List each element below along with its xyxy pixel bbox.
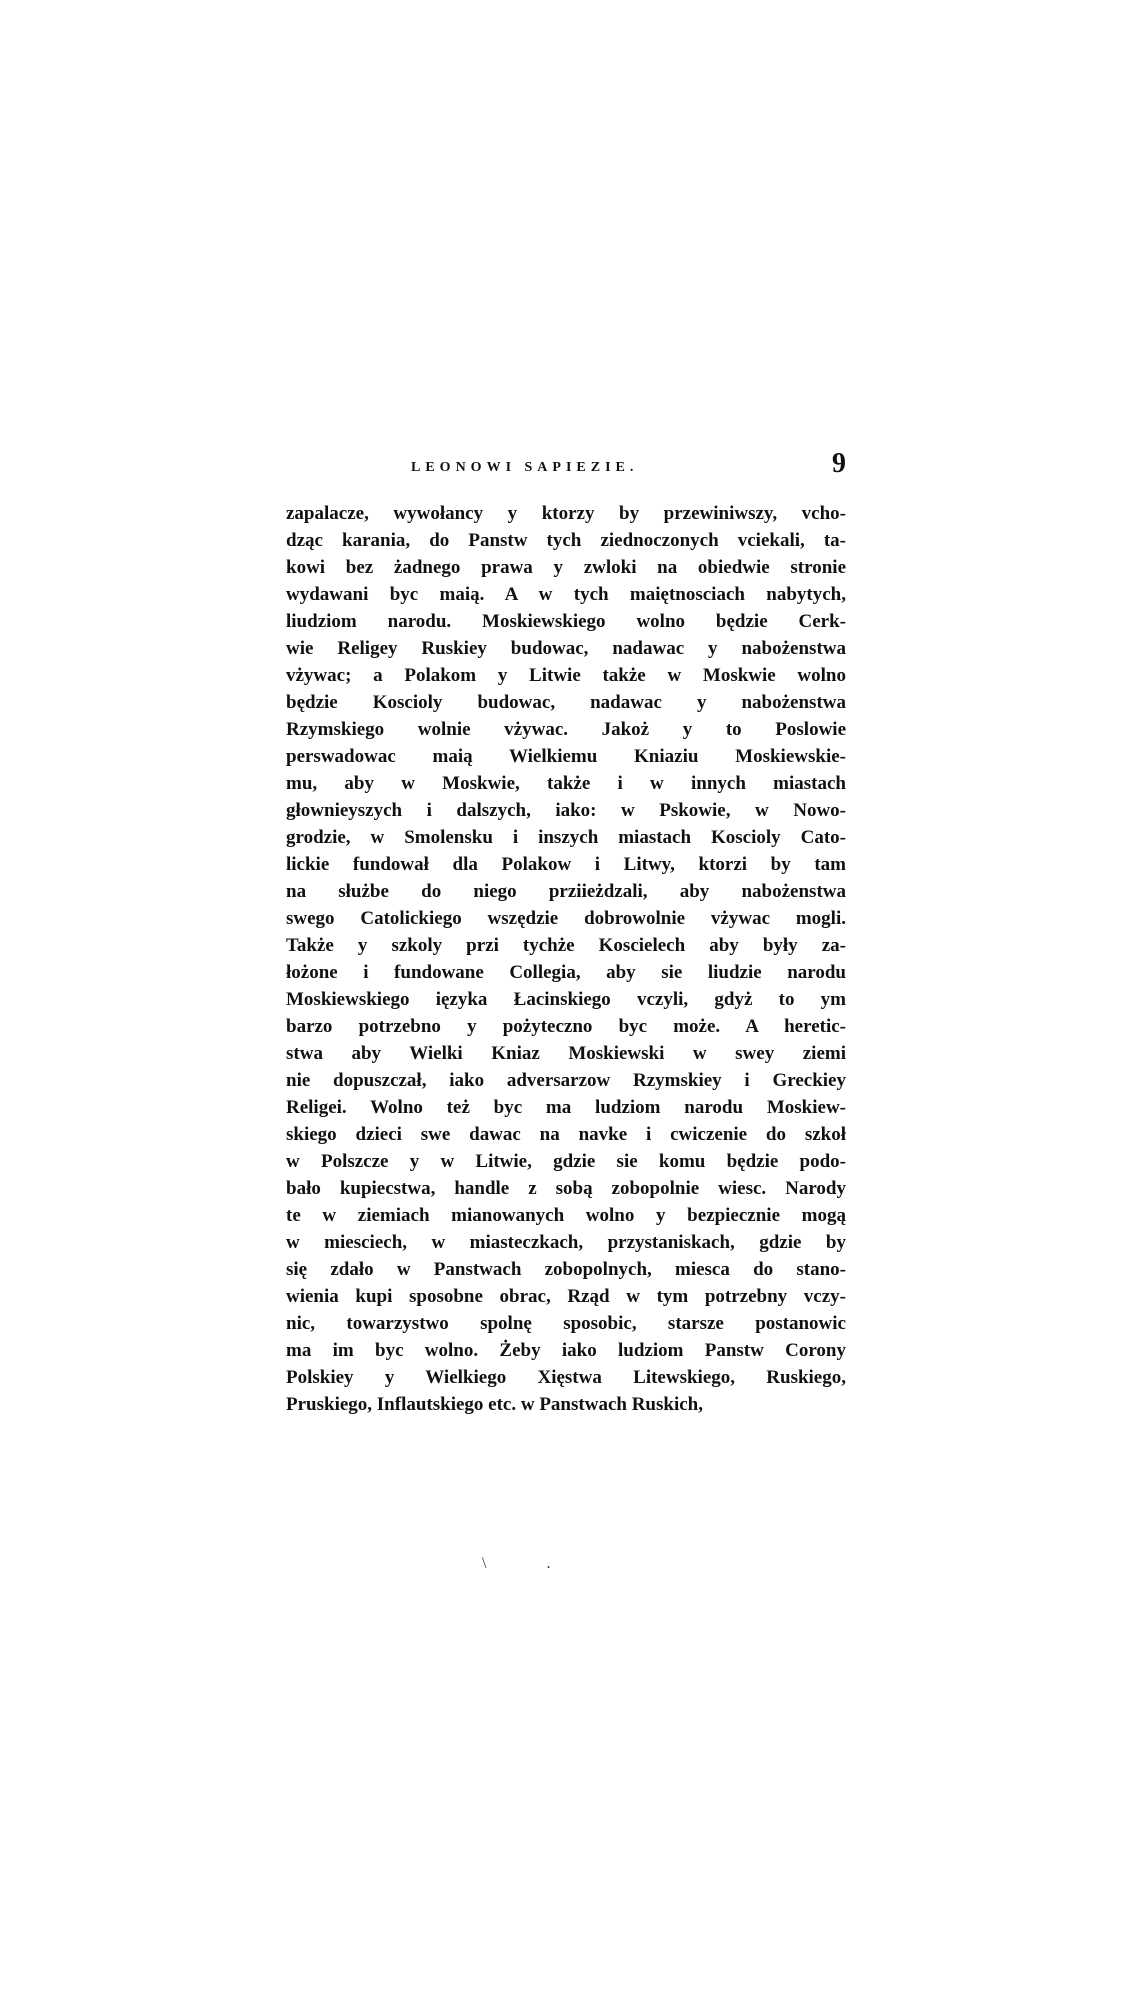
text-line: będzie Koscioly budowac, nadawac y nabożenstwa	[286, 692, 846, 713]
running-title: LEONOWI SAPIEZIE.	[411, 460, 639, 475]
text-line: Także y szkoly przi tychże Koscielech aby były za-	[286, 935, 846, 956]
text-line: stwa aby Wielki Kniaz Moskiewski w swey ziemi	[286, 1043, 846, 1064]
page-number: 9	[832, 448, 846, 479]
body-text	[286, 500, 846, 1418]
text-line: na służbe do niego prziieżdzali, aby nabożenstwa	[286, 881, 846, 902]
text-line: nic, towarzystwo spolnę sposobic, starsze postanowic	[286, 1313, 846, 1334]
text-line: się zdało w Panstwach zobopolnych, miesca do stano-	[286, 1259, 846, 1280]
text-line: skiego dzieci swe dawac na navke i cwiczenie do szkoł	[286, 1124, 846, 1145]
text-line: nie dopuszczał, iako adversarzow Rzymskiey i Greckiey	[286, 1070, 846, 1091]
running-head	[286, 448, 846, 488]
text-line: grodzie, w Smolensku i inszych miastach Koscioly Cato-	[286, 827, 846, 848]
text-line: ma im byc wolno. Żeby iako ludziom Panstw Corony	[286, 1340, 846, 1361]
text-line: perswadowac maią Wielkiemu Kniaziu Moskiewskie-	[286, 746, 846, 767]
text-line: w miesciech, w miasteczkach, przystaniskach, gdzie by	[286, 1232, 846, 1253]
footer-mark: \ .	[482, 1555, 579, 1572]
text-line: swego Catolickiego wszędzie dobrowolnie vżywac mogli.	[286, 908, 846, 929]
text-line: lickie fundował dla Polakow i Litwy, ktorzi by tam	[286, 854, 846, 875]
text-line: wie Religey Ruskiey budowac, nadawac y nabożenstwa	[286, 638, 846, 659]
text-line: Religei. Wolno też byc ma ludziom narodu Moskiew-	[286, 1097, 846, 1118]
text-line: Rzymskiego wolnie vżywac. Jakoż y to Poslowie	[286, 719, 846, 740]
text-line: barzo potrzebno y pożyteczno byc może. A heretic-	[286, 1016, 846, 1037]
text-line: Pruskiego, Inflautskiego etc. w Panstwach Ruskich,	[286, 1394, 703, 1415]
text-line: bało kupiecstwa, handle z sobą zobopolnie wiesc. Narody	[286, 1178, 846, 1199]
text-line: te w ziemiach mianowanych wolno y bezpiecznie mogą	[286, 1205, 846, 1226]
text-line: Polskiey y Wielkiego Xięstwa Litewskiego, Ruskiego,	[286, 1367, 846, 1388]
text-line: mu, aby w Moskwie, także i w innych miastach	[286, 773, 846, 794]
text-line: dząc karania, do Panstw tych ziednoczonych vciekali, ta-	[286, 530, 846, 551]
text-line: kowi bez żadnego prawa y zwloki na obiedwie stronie	[286, 557, 846, 578]
text-line: wydawani byc maią. A w tych maiętnosciach nabytych,	[286, 584, 846, 605]
text-line: głownieyszych i dalszych, iako: w Pskowie, w Nowo-	[286, 800, 846, 821]
text-line: w Polszcze y w Litwie, gdzie sie komu będzie podo-	[286, 1151, 846, 1172]
text-line: liudziom narodu. Moskiewskiego wolno będzie Cerk-	[286, 611, 846, 632]
text-line: wienia kupi sposobne obrac, Rząd w tym potrzebny vczy-	[286, 1286, 846, 1307]
text-line: zapalacze, wywołancy y ktorzy by przewiniwszy, vcho-	[286, 503, 846, 524]
text-line: łożone i fundowane Collegia, aby sie liudzie narodu	[286, 962, 846, 983]
text-line: vżywac; a Polakom y Litwie także w Moskwie wolno	[286, 665, 846, 686]
text-line: Moskiewskiego ięzyka Łacinskiego vczyli, gdyż to ym	[286, 989, 846, 1010]
